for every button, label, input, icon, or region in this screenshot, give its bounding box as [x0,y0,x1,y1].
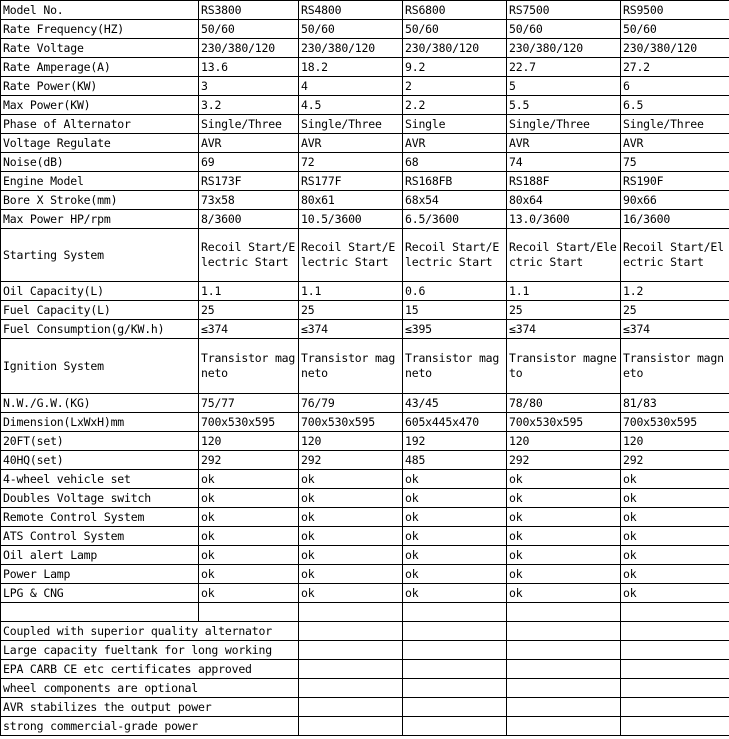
feature-row [1,660,729,679]
row-label: Oil alert Lamp [1,546,199,565]
row-label: Remote Control System [1,508,199,527]
value-cell: ok [507,489,621,508]
value-cell: 6 [621,77,729,96]
value-cell: 700x530x595 [507,413,621,432]
empty-cell [299,679,403,698]
value-cell: 80x61 [299,191,403,210]
value-cell: RS188F [507,172,621,191]
value-cell: ok [299,546,403,565]
value-cell: 605x445x470 [403,413,507,432]
value-cell: 2.2 [403,96,507,115]
table-row [1,134,729,153]
value-cell: AVR [621,134,729,153]
table-row [1,546,729,565]
empty-cell [299,698,403,717]
row-label: Rate Amperage(A) [1,58,199,77]
value-cell: 76/79 [299,394,403,413]
row-label: Engine Model [1,172,199,191]
value-cell: AVR [299,134,403,153]
value-cell: 9.2 [403,58,507,77]
value-cell: AVR [507,134,621,153]
row-label: Dimension(LxWxH)mm [1,413,199,432]
row-label: Rate Power(KW) [1,77,199,96]
value-cell: ok [299,584,403,603]
value-cell: ok [507,470,621,489]
value-cell: 292 [621,451,729,470]
value-cell: Recoil Start/Electric Start [299,229,403,282]
value-cell: 16/3600 [621,210,729,229]
table-row [1,470,729,489]
value-cell: ok [403,470,507,489]
value-cell: 50/60 [507,20,621,39]
feature-text: AVR stabilizes the output power [1,698,299,717]
value-cell: 72 [299,153,403,172]
value-cell: ok [299,508,403,527]
value-cell: 120 [199,432,299,451]
row-label: 40HQ(set) [1,451,199,470]
value-cell: ok [403,546,507,565]
value-cell: ≤374 [299,320,403,339]
value-cell: RS177F [299,172,403,191]
empty-cell [621,717,729,736]
value-cell: ok [199,508,299,527]
empty-cell [507,660,621,679]
value-cell: ok [507,565,621,584]
row-label: Power Lamp [1,565,199,584]
value-cell: ok [621,508,729,527]
empty-cell [299,641,403,660]
value-cell: ok [403,565,507,584]
value-cell: 10.5/3600 [299,210,403,229]
empty-cell [403,717,507,736]
value-cell: Transistor magneto [621,339,729,394]
value-cell: ok [299,489,403,508]
empty-cell [621,603,729,622]
value-cell: 80x64 [507,191,621,210]
table-row [1,153,729,172]
value-cell: 13.6 [199,58,299,77]
value-cell: 25 [507,301,621,320]
table-row [1,451,729,470]
value-cell: 50/60 [403,20,507,39]
value-cell: 120 [299,432,403,451]
value-cell: 15 [403,301,507,320]
value-cell: ok [621,565,729,584]
value-cell: 6.5/3600 [403,210,507,229]
value-cell: 27.2 [621,58,729,77]
value-cell: 700x530x595 [621,413,729,432]
row-label: Max Power HP/rpm [1,210,199,229]
table-row [1,191,729,210]
model-cell: RS3800 [199,1,299,20]
value-cell: Recoil Start/Electric Start [403,229,507,282]
feature-text: EPA CARB CE etc certificates approved [1,660,299,679]
value-cell: 1.1 [299,282,403,301]
value-cell: 230/380/120 [299,39,403,58]
value-cell: 43/45 [403,394,507,413]
value-cell: ok [403,584,507,603]
table-row [1,432,729,451]
value-cell: ok [507,508,621,527]
value-cell: ok [621,584,729,603]
table-row [1,527,729,546]
row-label: Ignition System [1,339,199,394]
value-cell: 18.2 [299,58,403,77]
value-cell: 120 [507,432,621,451]
table-row [1,301,729,320]
feature-row [1,698,729,717]
row-label: Rate Frequency(HZ) [1,20,199,39]
value-cell: ok [507,527,621,546]
value-cell: 90x66 [621,191,729,210]
value-cell: 50/60 [199,20,299,39]
value-cell: 6.5 [621,96,729,115]
table-row [1,413,729,432]
row-label: Starting System [1,229,199,282]
row-label: Noise(dB) [1,153,199,172]
table-row [1,210,729,229]
empty-cell [403,622,507,641]
value-cell: 4 [299,77,403,96]
empty-cell [299,660,403,679]
empty-cell [621,622,729,641]
feature-text: strong commercial-grade power [1,717,299,736]
value-cell: ok [507,546,621,565]
header-label: Model No. [1,1,199,20]
value-cell: Transistor magneto [199,339,299,394]
value-cell: ≤374 [199,320,299,339]
row-label: Bore X Stroke(mm) [1,191,199,210]
value-cell: 4.5 [299,96,403,115]
table-row [1,584,729,603]
value-cell: Recoil Start/Electric Start [199,229,299,282]
value-cell: 74 [507,153,621,172]
empty-cell [621,641,729,660]
value-cell: ok [199,527,299,546]
value-cell: ok [621,546,729,565]
feature-text: Large capacity fueltank for long working [1,641,299,660]
empty-cell [621,679,729,698]
empty-cell [1,603,199,622]
value-cell: 292 [199,451,299,470]
empty-cell [507,698,621,717]
value-cell: Single/Three [299,115,403,134]
value-cell: ok [621,470,729,489]
value-cell: AVR [199,134,299,153]
value-cell: 8/3600 [199,210,299,229]
empty-cell [403,698,507,717]
row-label: Fuel Consumption(g/KW.h) [1,320,199,339]
row-label: Fuel Capacity(L) [1,301,199,320]
table-row [1,20,729,39]
table-row [1,282,729,301]
empty-cell [299,622,403,641]
value-cell: 0.6 [403,282,507,301]
row-label: Voltage Regulate [1,134,199,153]
value-cell: 1.1 [507,282,621,301]
value-cell: 68x54 [403,191,507,210]
value-cell: 68 [403,153,507,172]
empty-cell [507,679,621,698]
empty-cell [403,679,507,698]
empty-cell [299,717,403,736]
value-cell: 192 [403,432,507,451]
feature-text: wheel components are optional [1,679,299,698]
value-cell: 1.1 [199,282,299,301]
value-cell: ≤395 [403,320,507,339]
value-cell: ok [403,489,507,508]
value-cell: 50/60 [621,20,729,39]
feature-row [1,717,729,736]
value-cell: Recoil Start/Electric Start [621,229,729,282]
table-row [1,565,729,584]
row-label: Rate Voltage [1,39,199,58]
blank-row [1,603,729,622]
value-cell: RS190F [621,172,729,191]
value-cell: ok [299,527,403,546]
table-row [1,229,729,282]
value-cell: 292 [507,451,621,470]
value-cell: ≤374 [507,320,621,339]
empty-cell [403,660,507,679]
value-cell: RS168FB [403,172,507,191]
value-cell: AVR [403,134,507,153]
empty-cell [403,641,507,660]
value-cell: Single/Three [199,115,299,134]
model-cell: RS4800 [299,1,403,20]
value-cell: 3.2 [199,96,299,115]
value-cell: ok [621,489,729,508]
value-cell: 230/380/120 [621,39,729,58]
table-row [1,394,729,413]
value-cell: 22.7 [507,58,621,77]
value-cell: 81/83 [621,394,729,413]
value-cell: ok [403,508,507,527]
empty-cell [621,698,729,717]
value-cell: 78/80 [507,394,621,413]
value-cell: ok [299,470,403,489]
row-label: ATS Control System [1,527,199,546]
value-cell: 700x530x595 [199,413,299,432]
model-cell: RS7500 [507,1,621,20]
feature-row [1,679,729,698]
value-cell: ok [299,565,403,584]
value-cell: 485 [403,451,507,470]
value-cell: 1.2 [621,282,729,301]
value-cell: Transistor magneto [403,339,507,394]
empty-cell [621,660,729,679]
table-row [1,320,729,339]
table-row [1,489,729,508]
feature-row [1,641,729,660]
empty-cell [403,603,507,622]
value-cell: ok [199,470,299,489]
value-cell: RS173F [199,172,299,191]
value-cell: 230/380/120 [199,39,299,58]
empty-cell [507,717,621,736]
table-row [1,39,729,58]
value-cell: 3 [199,77,299,96]
value-cell: 230/380/120 [507,39,621,58]
value-cell: ok [199,584,299,603]
row-label: Max Power(KW) [1,96,199,115]
row-label: LPG & CNG [1,584,199,603]
model-cell: RS6800 [403,1,507,20]
value-cell: 73x58 [199,191,299,210]
value-cell: ok [621,527,729,546]
value-cell: Transistor magneto [299,339,403,394]
empty-cell [299,603,403,622]
value-cell: 69 [199,153,299,172]
row-label: Doubles Voltage switch [1,489,199,508]
value-cell: 700x530x595 [299,413,403,432]
value-cell: 25 [299,301,403,320]
value-cell: Single/Three [621,115,729,134]
row-label: N.W./G.W.(KG) [1,394,199,413]
value-cell: ok [199,546,299,565]
table-row [1,172,729,191]
header-row [1,1,729,20]
value-cell: Transistor magneto [507,339,621,394]
table-row [1,508,729,527]
value-cell: ≤374 [621,320,729,339]
spec-table-body [1,1,729,736]
table-row [1,115,729,134]
value-cell: ok [507,584,621,603]
empty-cell [507,622,621,641]
feature-row [1,622,729,641]
value-cell: 13.0/3600 [507,210,621,229]
value-cell: Single/Three [507,115,621,134]
value-cell: 50/60 [299,20,403,39]
feature-text: Coupled with superior quality alternator [1,622,299,641]
empty-cell [507,603,621,622]
value-cell: Single [403,115,507,134]
table-row [1,77,729,96]
value-cell: 25 [199,301,299,320]
value-cell: 75/77 [199,394,299,413]
table-row [1,339,729,394]
empty-cell [507,641,621,660]
value-cell: 230/380/120 [403,39,507,58]
table-row [1,58,729,77]
value-cell: 292 [299,451,403,470]
value-cell: Recoil Start/Electric Start [507,229,621,282]
row-label: Phase of Alternator [1,115,199,134]
row-label: 4-wheel vehicle set [1,470,199,489]
model-cell: RS9500 [621,1,729,20]
value-cell: 5.5 [507,96,621,115]
row-label: Oil Capacity(L) [1,282,199,301]
value-cell: 25 [621,301,729,320]
value-cell: 75 [621,153,729,172]
value-cell: 5 [507,77,621,96]
value-cell: ok [403,527,507,546]
empty-cell [199,603,299,622]
value-cell: ok [199,565,299,584]
value-cell: 120 [621,432,729,451]
table-row [1,96,729,115]
value-cell: 2 [403,77,507,96]
row-label: 20FT(set) [1,432,199,451]
value-cell: ok [199,489,299,508]
